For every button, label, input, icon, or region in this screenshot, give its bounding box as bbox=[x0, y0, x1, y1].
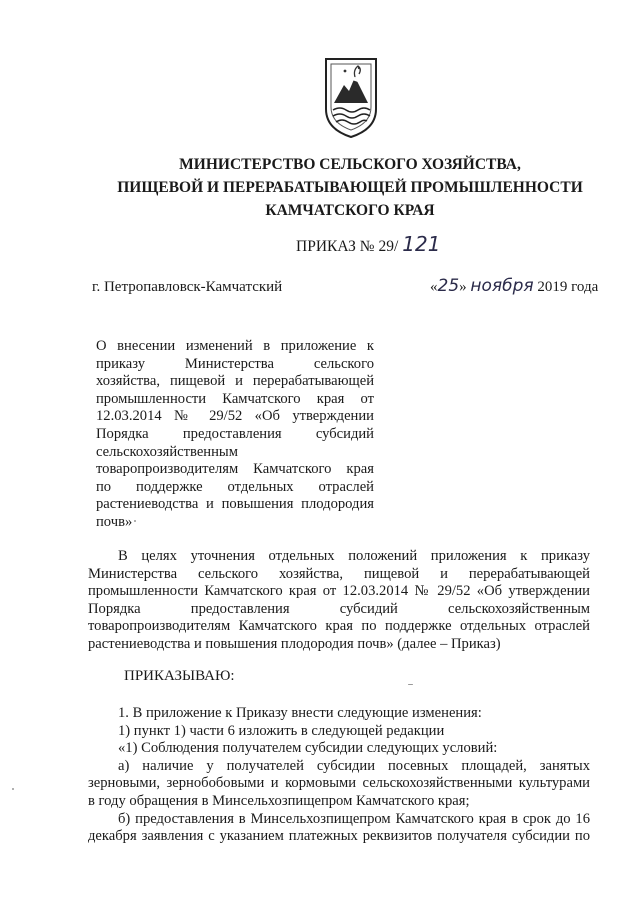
order-items bbox=[88, 705, 590, 846]
scan-speck bbox=[12, 788, 14, 790]
item-line: зерновыми, зернобобовыми и кормовыми сельскохозяйственными культурами bbox=[88, 775, 590, 792]
item-line: в году обращения в Минсельхозпищепром Камчатского края; bbox=[88, 792, 470, 809]
preamble-line: растениеводства и повышения плодородия почв» (далее – Приказ) bbox=[88, 635, 501, 652]
place-of-issue: г. Петропавловск-Камчатский bbox=[92, 279, 283, 295]
preamble-line: В целях уточнения отдельных положений приложения к приказу bbox=[118, 548, 590, 564]
preamble-line: Порядка предоставления субсидий сельскохозяйственным bbox=[88, 600, 590, 617]
preamble-line: Министерства сельского хозяйства, пищевой и перерабатывающей bbox=[88, 565, 590, 582]
ministry-line-3: КАМЧАТСКОГО КРАЯ bbox=[265, 202, 435, 219]
date-close-quote: » bbox=[459, 279, 467, 295]
item-line: декабря заявления с указанием платежных реквизитов получателя субсидии по bbox=[88, 828, 590, 845]
subject-line: хозяйства, пищевой и перерабатывающей bbox=[96, 373, 374, 390]
ministry-header bbox=[100, 153, 600, 222]
item-line: а) наличие у получателей субсидии посевных площадей, занятых bbox=[118, 757, 590, 774]
scan-speck bbox=[134, 520, 136, 522]
subject-line: товаропроизводителям Камчатского края bbox=[96, 461, 374, 478]
item-line: 1. В приложение к Приказу внести следующие изменения: bbox=[118, 705, 482, 721]
ministry-line-1: МИНИСТЕРСТВО СЕЛЬСКОГО ХОЗЯЙСТВА, bbox=[179, 156, 521, 173]
order-title bbox=[296, 232, 440, 256]
item-line: б) предоставления в Минсельхозпищепром Камчатского края в срок до 16 bbox=[118, 810, 590, 827]
preamble-line: промышленности Камчатского края от 12.03.2014 № 29/52 «Об утверждении bbox=[88, 583, 590, 600]
order-label: ПРИКАЗ № 29/ bbox=[296, 238, 399, 255]
item-line: 1) пункт 1) части 6 изложить в следующей редакции bbox=[118, 722, 445, 739]
subject-line: по поддержке отдельных отраслей bbox=[96, 478, 374, 495]
preamble-paragraph bbox=[88, 548, 590, 654]
subject-line: Порядка предоставления субсидий bbox=[96, 425, 374, 442]
order-number-handwritten: 121 bbox=[402, 232, 441, 256]
item-line: «1) Соблюдения получателем субсидии следующих условий: bbox=[118, 740, 498, 757]
subject-line: почв» bbox=[96, 513, 133, 530]
date-year: 2019 года bbox=[537, 279, 599, 295]
prikazyvayu-heading: ПРИКАЗЫВАЮ: bbox=[124, 668, 235, 684]
date-day-handwritten: 25 bbox=[437, 276, 460, 296]
subject-line: сельскохозяйственным bbox=[96, 443, 238, 460]
subject-line: промышленности Камчатского края от bbox=[96, 390, 374, 407]
subject-line: приказу Министерства сельского bbox=[96, 355, 374, 372]
order-subject bbox=[96, 338, 374, 532]
subject-line: О внесении изменений в приложение к bbox=[96, 338, 374, 354]
kamchatka-coat-of-arms-icon bbox=[322, 55, 380, 139]
ministry-line-2: ПИЩЕВОЙ И ПЕРЕРАБАТЫВАЮЩЕЙ ПРОМЫШЛЕННОСТИ bbox=[117, 179, 583, 196]
date-open-quote: « bbox=[430, 279, 438, 295]
scan-speck bbox=[408, 684, 413, 685]
order-date bbox=[430, 276, 598, 296]
subject-line: растениеводства и повышения плодородия bbox=[96, 496, 374, 513]
preamble-line: товаропроизводителям Камчатского края по поддержке отдельных отраслей bbox=[88, 618, 590, 635]
date-month-handwritten: ноября bbox=[470, 276, 534, 296]
subject-line: 12.03.2014 № 29/52 «Об утверждении bbox=[96, 408, 374, 425]
